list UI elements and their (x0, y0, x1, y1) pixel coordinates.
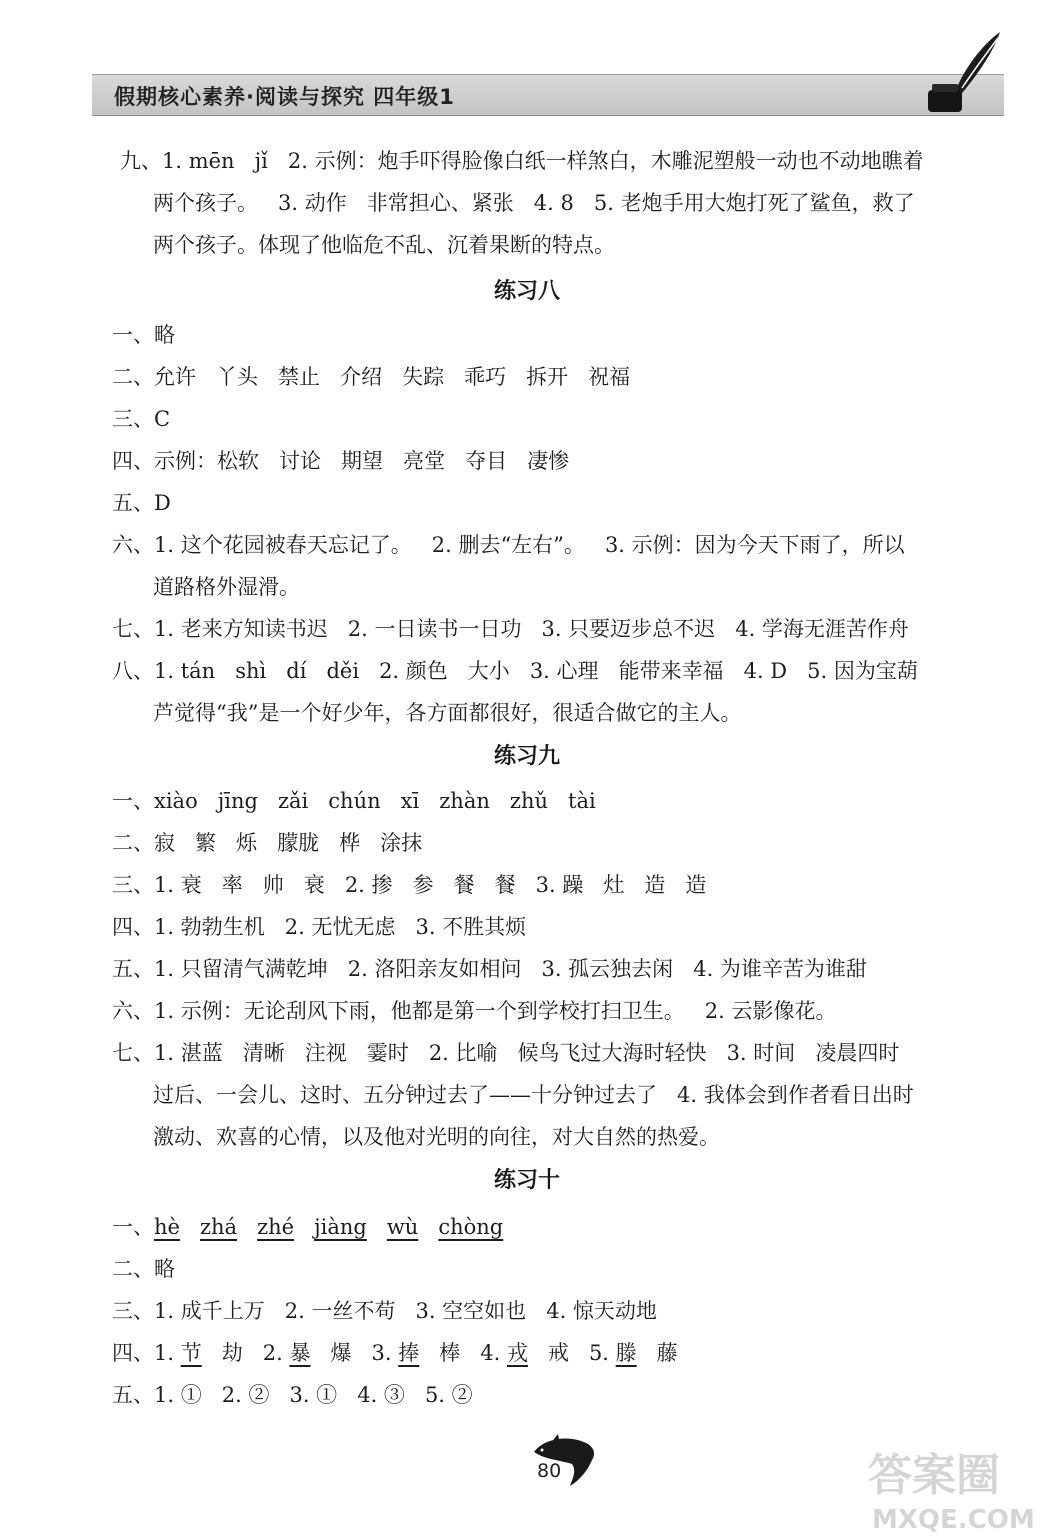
pinyin-token: zhá (199, 1215, 238, 1239)
text-line: 三、1. 衰 率 帅 衰 2. 掺 参 餐 餐 3. 躁 灶 造 造 (112, 873, 707, 897)
underlined-char: 滕 (615, 1341, 637, 1365)
page-header-bar (92, 74, 1004, 116)
text-line: 过后、一会儿、这时、五分钟过去了——十分钟过去了 4. 我体会到作者看日出时 (153, 1083, 914, 1107)
text-line (112, 1338, 678, 1368)
text-line: 八、1. tán shì dí děi 2. 颜色 大小 3. 心理 能带来幸福 4. D 5. 因为宝葫 (112, 659, 918, 683)
header-title: 假期核心素养·阅读与探究 四年级1 (114, 85, 455, 109)
pinyin-token: zhé (257, 1215, 295, 1239)
underlined-char: 节 (180, 1341, 202, 1365)
pinyin-token: wù (386, 1215, 419, 1239)
watermark-text: 答案圈 (868, 1450, 1000, 1501)
text-line: 七、1. 湛蓝 清晰 注视 霎时 2. 比喻 候鸟飞过大海时轻快 3. 时间 凌晨四时 (112, 1041, 900, 1065)
text-line (112, 1212, 523, 1242)
text-line: 二、略 (112, 1257, 175, 1281)
pinyin-token: hè (154, 1215, 180, 1239)
text-line: 四、1. 勃勃生机 2. 无忧无虑 3. 不胜其烦 (112, 915, 527, 939)
pinyin-token: jiàng (314, 1215, 367, 1239)
watermark-logo (860, 1440, 1050, 1536)
text-line: 两个孩子。 3. 动作 非常担心、紧张 4. 8 5. 老炮手用大炮打死了鲨鱼，救了 (153, 191, 915, 215)
underlined-char: 捧 (398, 1341, 420, 1365)
text-line: 二、寂 繁 烁 朦胧 桦 涂抹 (112, 831, 423, 855)
text-line: 六、1. 这个花园被春天忘记了。 2. 删去“左右”。 3. 示例：因为今天下雨了，所以 (112, 533, 905, 557)
section-heading-8: 练习八 (493, 279, 560, 304)
item-number: 3. (371, 1341, 392, 1365)
watermark-site: MXQE.COM (872, 1505, 1035, 1535)
char: 棒 (439, 1341, 461, 1365)
item-prefix: 一、 (112, 1215, 154, 1239)
char: 藤 (656, 1341, 678, 1365)
section-heading-9: 练习九 (493, 744, 560, 769)
char: 爆 (330, 1341, 352, 1365)
item-number: 1. (154, 1341, 175, 1365)
item-number: 2. (262, 1341, 283, 1365)
item-number: 4. (480, 1341, 501, 1365)
text-line: 两个孩子。体现了他临危不乱、沉着果断的特点。 (153, 233, 615, 257)
item-number: 5. (588, 1341, 609, 1365)
item-prefix: 四、 (112, 1341, 154, 1365)
text-line: 五、1. 只留清气满乾坤 2. 洛阳亲友如相问 3. 孤云独去闲 4. 为谁辛苦为谁甜 (112, 957, 867, 981)
text-line: 二、允许 丫头 禁止 介绍 失踪 乖巧 拆开 祝福 (112, 365, 631, 389)
text-line: 六、1. 示例：无论刮风下雨，他都是第一个到学校打扫卫生。 2. 云影像花。 (112, 999, 837, 1023)
text-line: 三、1. 成千上万 2. 一丝不苟 3. 空空如也 4. 惊天动地 (112, 1299, 657, 1323)
text-line: 道路格外湿滑。 (153, 575, 300, 599)
char: 劫 (221, 1341, 243, 1365)
text-line: 激动、欢喜的心情，以及他对光明的向往，对大自然的热爱。 (153, 1125, 720, 1149)
underlined-char: 戎 (506, 1341, 528, 1365)
text-line: 五、1. ① 2. ② 3. ① 4. ③ 5. ② (112, 1383, 473, 1407)
text-line: 一、xiào jīng zǎi chún xī zhàn zhǔ tài (112, 789, 596, 813)
text-line: 四、示例：松软 讨论 期望 亮堂 夺目 凄惨 (112, 449, 570, 473)
underlined-char: 暴 (289, 1341, 311, 1365)
section-heading-10: 练习十 (493, 1168, 560, 1193)
text-line: 五、D (112, 491, 171, 515)
text-line: 一、略 (112, 323, 175, 347)
text-line: 七、1. 老来方知读书迟 2. 一日读书一日功 3. 只要迈步总不迟 4. 学海无涯苦作舟 (112, 617, 909, 641)
page-number: 80 (537, 1460, 562, 1482)
text-line: 九、1. mēn jǐ 2. 示例：炮手吓得脸像白纸一样煞白，木雕泥塑般一动也不动地瞧着 (120, 149, 924, 173)
text-line: 三、C (112, 407, 171, 431)
text-line: 芦觉得“我”是一个好少年，各方面都很好，很适合做它的主人。 (153, 701, 742, 725)
char: 戒 (547, 1341, 569, 1365)
quill-inkpot-icon (922, 30, 1012, 116)
pinyin-token: chòng (438, 1215, 504, 1239)
